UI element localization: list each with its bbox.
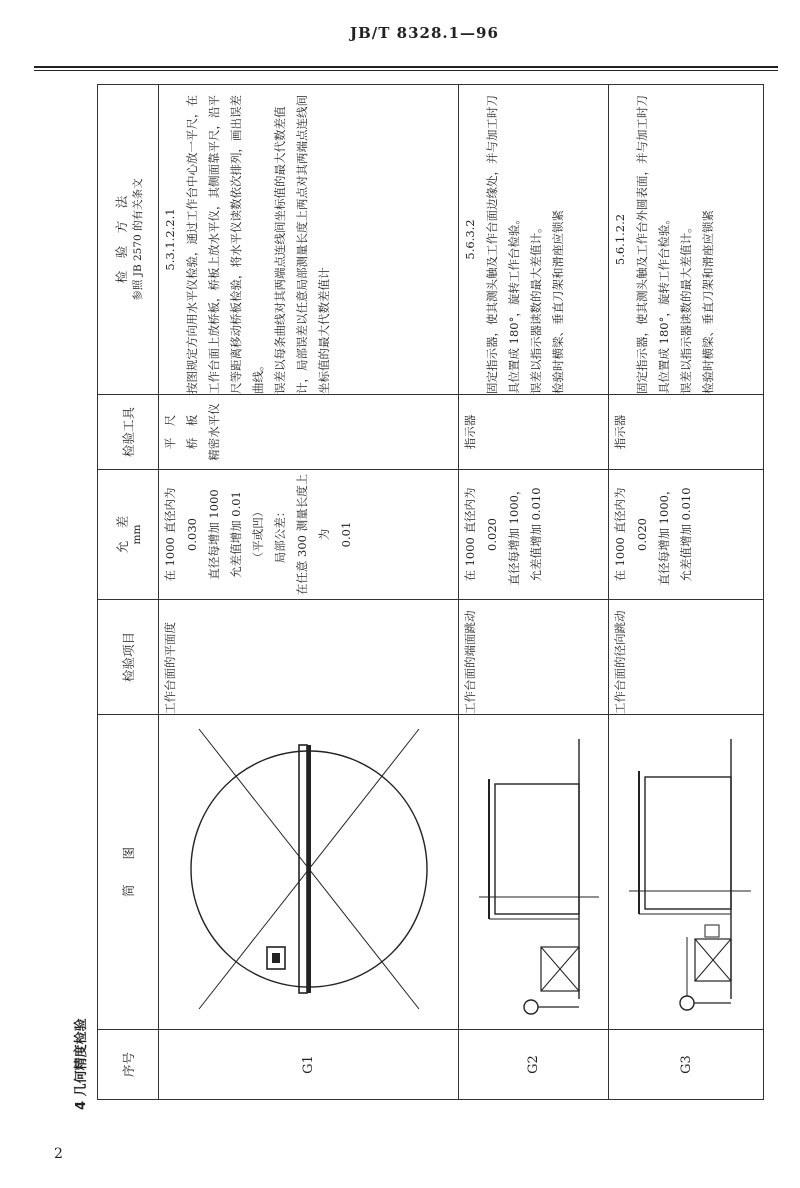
header-no: 序号 [98,1030,159,1100]
method-clause: 5.6.1.2.2 [613,213,627,266]
header-figure: 简 图 [98,715,159,1030]
method-text: 误差以每条曲线对其两端点连线间坐标值的最大代数差值计，局部误差以任意局部测量长度上两点对其两端点连线间坐标值的最大代数差值计 [273,95,331,394]
tolerance-line: 0.020 [635,518,649,551]
inspection-table [97,84,764,1100]
table-row [459,85,609,1100]
header-method-label: 检 验 方 法 [113,195,129,284]
rotated-table-wrapper [97,85,762,1100]
row-tools [609,395,764,470]
header-method [98,85,159,395]
tolerance-line: 0.020 [485,518,499,551]
tolerance-line: 在 1000 直径内为 [613,487,627,582]
table-header-row [98,85,159,1100]
header-method-ref: 参照 JB 2570 的有关条文 [131,178,144,301]
row-no: G3 [609,1030,764,1100]
tool-line: 平 尺 [163,414,177,450]
header-tool: 检验工具 [98,395,159,470]
method-text: 固定指示器，使其测头触及工作台面边缘处，并与加工时刀具位置成 180°，旋转工作台检验。 [485,95,521,394]
tolerance-line: （平或凹） [251,505,265,564]
tolerance-line: 允差值增加 0.010 [679,487,693,582]
header-item: 检验项目 [98,600,159,715]
standard-code: JB/T 8328.1—96 [350,24,499,42]
tolerance-line: 0.01 [339,521,353,548]
method-text: 按图规定方向用水平仪检验，通过工作台中心放一平尺，在工作台面上放桥板，桥板上放水平仪，其侧面靠平尺，沿平尺等距离移动桥板检验，将水平仪读数依次排列，画出误差曲线。 [185,95,265,394]
tool-line: 指示器 [463,414,477,450]
tolerance-line: 在 1000 直径内为 [163,487,177,582]
row-tolerance [609,470,764,600]
row-tools [459,395,609,470]
method-clause: 5.6.3.2 [463,219,477,260]
tool-line: 精密水平仪 [207,403,221,461]
header-rule-thin [34,70,778,71]
tolerance-line: 直径每增加 1000， [657,483,671,586]
row-tools [159,395,459,470]
tolerance-line: 允差值增加 0.010 [529,487,543,582]
method-text: 检验时横梁、垂直刀架和滑座应锁紧 [701,210,715,394]
header-tolerance [98,470,159,600]
method-text: 检验时横梁、垂直刀架和滑座应锁紧 [551,210,565,394]
radial-runout-diagram [609,715,762,1029]
section-title: 4 几何精度检验 [74,1018,89,1110]
row-item: 工作台面的平面度 [159,600,459,715]
header-rule [34,66,778,68]
figure-g1 [159,715,459,1030]
tolerance-line: 直径每增加 1000 [207,489,221,580]
table-row [159,85,459,1100]
page-number: 2 [54,1146,63,1162]
tolerance-line: 允差值增加 0.01 [229,491,243,578]
flatness-diagram [159,715,457,1029]
row-tolerance [159,470,459,600]
row-no: G2 [459,1030,609,1100]
table-row [609,85,764,1100]
tolerance-line: 直径每增加 1000， [507,483,521,586]
row-method [159,85,459,395]
row-method [459,85,609,395]
tolerance-line: 在 1000 直径内为 [463,487,477,582]
method-clause: 5.3.1.2.2.1 [163,208,177,271]
tolerance-line: 在任意 300 测量长度上为 [295,473,331,596]
row-item: 工作台面的径向跳动 [609,600,764,715]
row-method [609,85,764,395]
figure-g2 [459,715,609,1030]
header-tolerance-unit: mm [131,524,143,545]
tolerance-line: 0.030 [185,518,199,551]
tool-line: 指示器 [613,414,627,450]
method-text: 固定指示器，使其测头触及工作台外圆表面，并与加工时刀具位置成 180°，旋转工作台检验。 [635,95,671,394]
page-header [0,0,800,62]
method-text: 误差以指示器读数的最大差值计。 [529,221,543,394]
row-no: G1 [159,1030,459,1100]
tolerance-line: 局部公差： [273,505,287,564]
method-text: 误差以指示器读数的最大差值计。 [679,221,693,394]
face-runout-diagram [459,715,607,1029]
row-tolerance [459,470,609,600]
row-item: 工作台面的端面跳动 [459,600,609,715]
header-tolerance-label: 允 差 [115,515,130,554]
figure-g3 [609,715,764,1030]
tool-line: 桥 板 [185,414,199,450]
